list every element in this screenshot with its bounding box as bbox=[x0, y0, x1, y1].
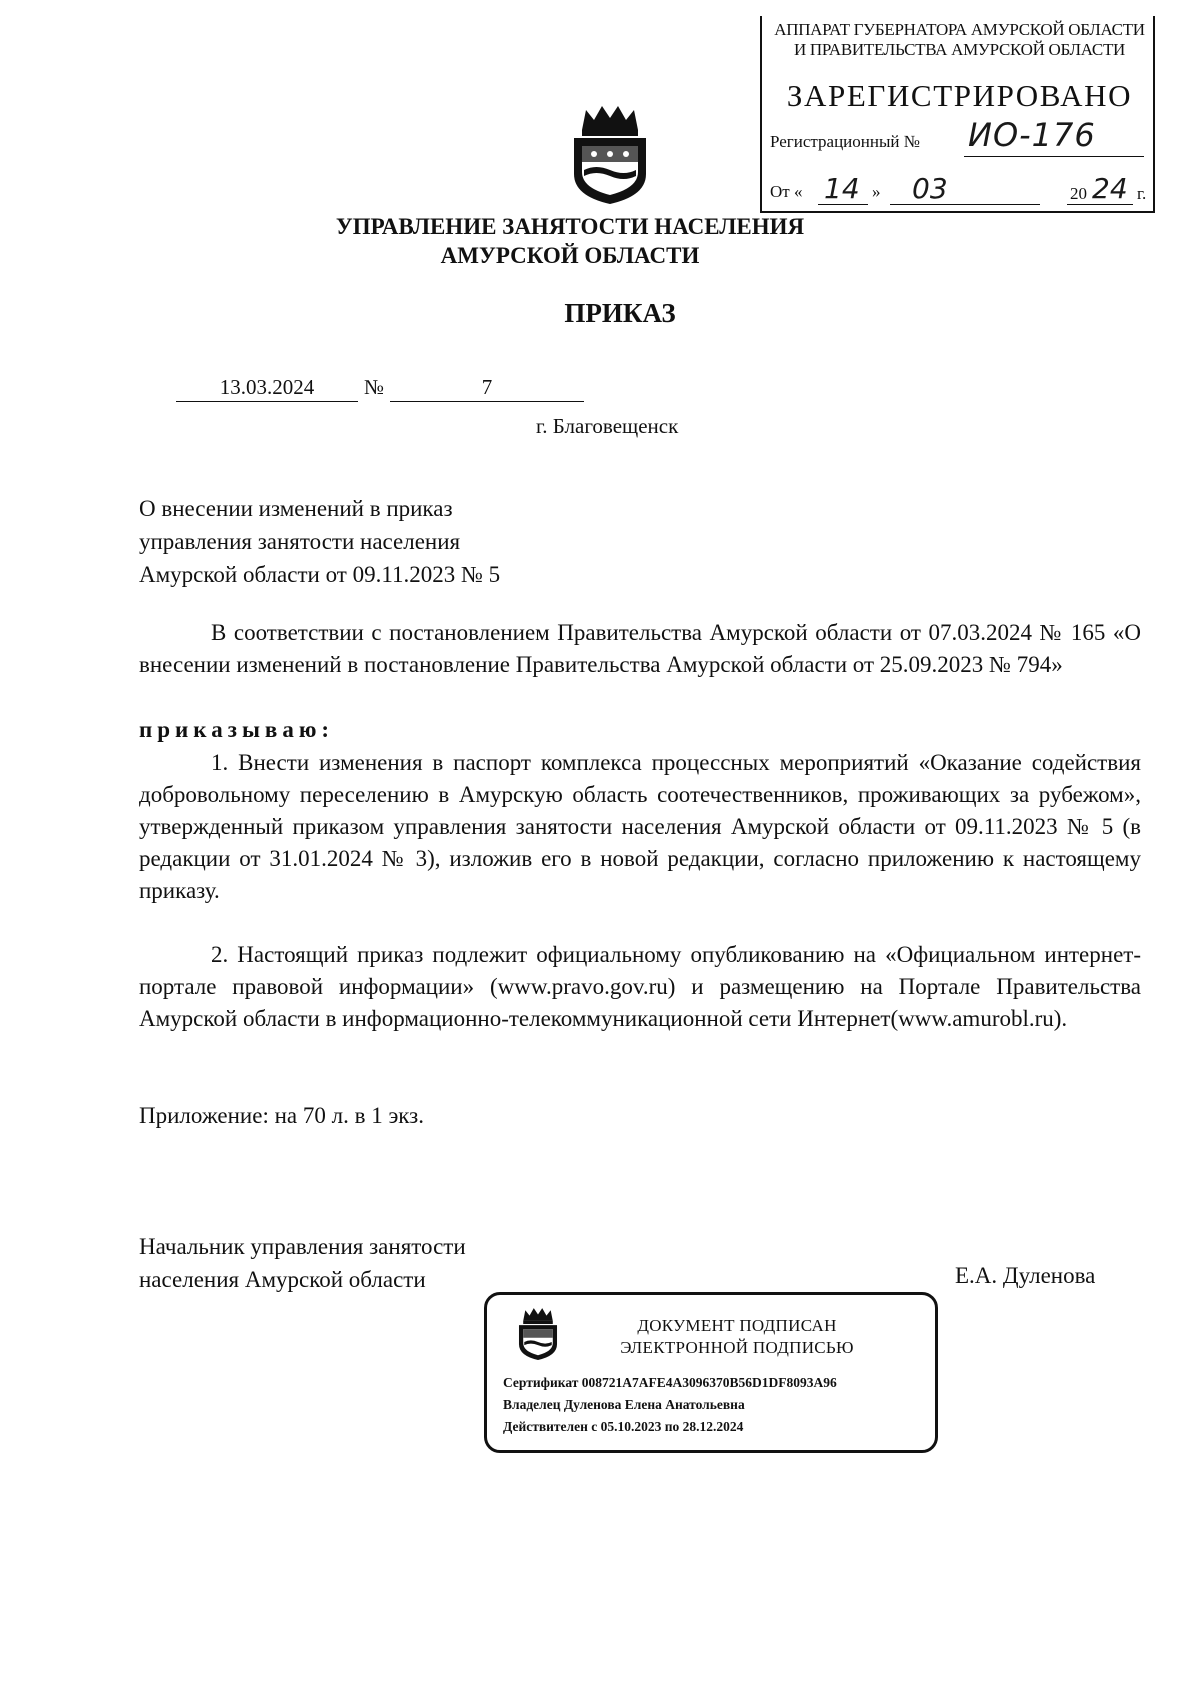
esign-title-line2: ЭЛЕКТРОННОЙ ПОДПИСЬЮ bbox=[620, 1338, 854, 1357]
stamp-year-unit: г. bbox=[1137, 184, 1147, 203]
stamp-number-value: ИО-176 bbox=[968, 116, 1096, 154]
subject-line: управления занятости населения bbox=[139, 529, 461, 554]
esign-validity bbox=[503, 1419, 743, 1435]
esign-title-line1: ДОКУМЕНТ ПОДПИСАН bbox=[637, 1316, 837, 1335]
registration-stamp bbox=[760, 16, 1155, 213]
stamp-day: 14 bbox=[824, 172, 860, 205]
esign-owner bbox=[503, 1397, 745, 1413]
document-number: 7 bbox=[481, 375, 493, 399]
valid-from: 05.10.2023 bbox=[600, 1419, 662, 1434]
signatory-name: Е.А. Дуленова bbox=[955, 1263, 1096, 1288]
valid-label: Действителен с bbox=[503, 1419, 598, 1434]
stamp-year-suffix: 24 bbox=[1092, 172, 1128, 205]
coat-of-arms-icon bbox=[568, 100, 652, 206]
subject-line: О внесении изменений в приказ bbox=[139, 496, 453, 521]
electronic-signature-stamp bbox=[484, 1292, 938, 1453]
stamp-status: ЗАРЕГИСТРИРОВАНО bbox=[786, 78, 1133, 113]
agency-name-line1: УПРАВЛЕНИЕ ЗАНЯТОСТИ НАСЕЛЕНИЯ bbox=[335, 214, 805, 239]
stamp-number-label: Регистрационный № bbox=[770, 132, 920, 151]
subject-line: Амурской области от 09.11.2023 № 5 bbox=[139, 562, 501, 587]
stamp-month: 03 bbox=[912, 172, 948, 205]
order-word: приказываю: bbox=[139, 717, 335, 742]
stamp-number-underline bbox=[964, 156, 1144, 157]
owner-label: Владелец bbox=[503, 1397, 561, 1412]
basis-paragraph: В соответствии с постановлением Правительства Амурской области от 07.03.2024 № 165 «О внесении изменений в постановление Правительства Амурской области от 25.09.2023 № 794» bbox=[139, 620, 1141, 677]
annex-note: Приложение: на 70 л. в 1 экз. bbox=[139, 1103, 425, 1128]
number-underline bbox=[390, 401, 584, 402]
order-item-1: 1. Внести изменения в паспорт комплекса процессных мероприятий «Оказание содействия добровольному переселению в Амурскую область соотечественников, проживающих за рубежом», утвержденный приказом управления занятости населения Амурской области от 09.11.2023 № 5 (в редакции от 31.01.2024 № 3), изложив его в новой редакции, согласно приложению к настоящему приказу. bbox=[139, 750, 1141, 903]
esign-certificate bbox=[503, 1375, 837, 1391]
stamp-org-line2: И ПРАВИТЕЛЬСТВА АМУРСКОЙ ОБЛАСТИ bbox=[793, 40, 1126, 59]
date-underline bbox=[176, 401, 358, 402]
stamp-date-prefix: От « bbox=[770, 182, 803, 201]
owner-value: Дуленова Елена Анатольевна bbox=[563, 1397, 745, 1412]
city: г. Благовещенск bbox=[536, 414, 679, 438]
valid-to-label: по bbox=[664, 1419, 680, 1434]
cert-value: 008721A7AFE4A3096370B56D1DF8093A96 bbox=[581, 1375, 837, 1390]
coat-of-arms-icon bbox=[515, 1305, 561, 1361]
stamp-date-quote: » bbox=[872, 182, 881, 201]
document-date: 13.03.2024 bbox=[219, 375, 315, 399]
number-sign: № bbox=[364, 375, 385, 399]
document-subject bbox=[139, 492, 500, 591]
agency-name-line2: АМУРСКОЙ ОБЛАСТИ bbox=[440, 243, 700, 268]
document-type: ПРИКАЗ bbox=[564, 298, 676, 328]
valid-to: 28.12.2024 bbox=[682, 1419, 744, 1434]
stamp-year-prefix: 20 bbox=[1070, 184, 1087, 203]
cert-label: Сертификат bbox=[503, 1375, 579, 1390]
stamp-org-line1: АППАРАТ ГУБЕРНАТОРА АМУРСКОЙ ОБЛАСТИ bbox=[774, 20, 1145, 39]
position-line: Начальник управления занятости bbox=[139, 1234, 466, 1259]
signatory-position bbox=[139, 1230, 466, 1296]
position-line: населения Амурской области bbox=[139, 1267, 426, 1292]
order-item-2: 2. Настоящий приказ подлежит официальному опубликованию на «Официальном интернет-портале правовой информации» (www.pravo.gov.ru) и размещению на Портале Правительства Амурской области в информационно-телекоммуникационной сети Интернет(www.amurobl.ru). bbox=[139, 942, 1141, 1031]
